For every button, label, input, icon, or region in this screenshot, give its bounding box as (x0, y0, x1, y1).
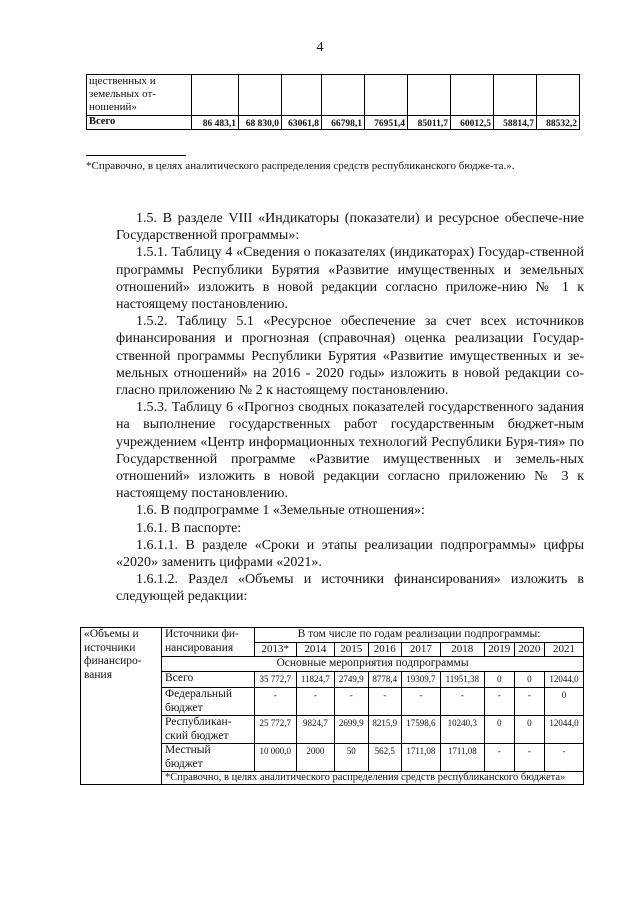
year-cell: 2019 (484, 642, 514, 657)
top-total-cell: 85011,7 (408, 116, 451, 130)
paragraph: 1.5. В разделе VIII «Индикаторы (показатели) и ресурсное обеспече-ние Государственной программы»: (116, 211, 584, 244)
value-cell: 0 (484, 716, 514, 744)
year-cell: 2013* (255, 642, 297, 657)
value-cell: 19309,7 (401, 671, 440, 688)
year-cell: 2021 (544, 642, 583, 657)
value-cell: 0 (514, 716, 544, 744)
top-total-cell: 86 483,1 (192, 116, 239, 130)
row-name: Республикан-ский бюджет (162, 716, 255, 744)
table-note: *Справочно, в целях аналитического распределения средств республиканского бюджета» (162, 772, 584, 785)
top-total-cell: 66798,1 (322, 116, 365, 130)
year-cell: 2016 (368, 642, 401, 657)
year-cell: 2018 (440, 642, 484, 657)
value-cell: 8215,9 (368, 716, 401, 744)
value-cell: 12044,0 (544, 716, 583, 744)
value-cell: 2000 (296, 744, 334, 772)
value-cell: - (514, 744, 544, 772)
funding-table (80, 627, 584, 785)
year-cell: 2014 (296, 642, 334, 657)
row-name: Федеральный бюджет (162, 688, 255, 716)
value-cell: 12044,0 (544, 671, 583, 688)
paragraph: 1.5.1. Таблицу 4 «Сведения о показателях (индикаторах) Государ-ственной программы Республики Бурятия «Развитие имущественных и земельных отношений» изложить в новой редакции согласно приложе-нию № 1 к настоящему постановлению. (116, 245, 584, 313)
paragraph: 1.6.1.2. Раздел «Объемы и источники финансирования» изложить в следующей редакции: (116, 572, 584, 605)
paragraph: 1.6.1. В паспорте: (136, 520, 242, 536)
top-table (86, 74, 580, 130)
funding-table-col2-header: Источники фи-нансирования (162, 628, 255, 657)
paragraph: 1.5.3. Таблицу 6 «Прогноз сводных показателей государственного задания на выполнение государственных работ государственным бюджет-ным учреждением «Центр информационных технологий Республики Буря-тия» по Государственной программе «Развитие имущественных и земель-ных отношений» изложить в новой редакции согласно приложению № 3 к настоящему постановлению. (116, 400, 584, 502)
top-total-cell: 63061,8 (282, 116, 322, 130)
subheader: Основные мероприятия подпрограммы (162, 657, 584, 672)
value-cell: 562,5 (368, 744, 401, 772)
top-table-label: щественных и земельных от-ношений» (87, 75, 192, 116)
value-cell: 2699,9 (335, 716, 368, 744)
value-cell: - (255, 688, 297, 716)
value-cell: 1711,08 (440, 744, 484, 772)
row-name: Местный бюджет (162, 744, 255, 772)
value-cell: 10 000,0 (255, 744, 297, 772)
top-total-cell: 68 830,0 (239, 116, 282, 130)
footnote-divider (86, 155, 186, 156)
value-cell: 1711,08 (401, 744, 440, 772)
value-cell: - (335, 688, 368, 716)
value-cell: 11951,38 (440, 671, 484, 688)
value-cell: 2749,9 (335, 671, 368, 688)
top-total-cell: 58814,7 (494, 116, 537, 130)
value-cell: - (368, 688, 401, 716)
value-cell: - (440, 688, 484, 716)
top-total-cell: 88532,2 (537, 116, 580, 130)
value-cell: - (544, 744, 583, 772)
value-cell: - (401, 688, 440, 716)
value-cell: 11824,7 (296, 671, 334, 688)
value-cell: 9824,7 (296, 716, 334, 744)
year-cell: 2020 (514, 642, 544, 657)
value-cell: 25 772,7 (255, 716, 297, 744)
body-text (116, 210, 584, 606)
top-total-cell: 76951,4 (365, 116, 408, 130)
funding-table-col1: «Объемы и источники финансиро-вания (81, 628, 162, 785)
year-cell: 2015 (335, 642, 368, 657)
paragraph: 1.6.1.1. В разделе «Сроки и этапы реализации подпрограммы» цифры «2020» заменить цифрами «2021». (116, 537, 584, 571)
value-cell: 0 (544, 688, 583, 716)
value-cell: 8778,4 (368, 671, 401, 688)
value-cell: - (514, 688, 544, 716)
value-cell: 0 (484, 671, 514, 688)
footnote: *Справочно, в целях аналитического распределения средств республиканского бюдже-та.». (86, 160, 515, 172)
paragraph: 1.6. В подпрограмме 1 «Земельные отношения»: (136, 503, 425, 519)
page-number: 4 (316, 40, 324, 55)
value-cell: 35 772,7 (255, 671, 297, 688)
value-cell: 17598,6 (401, 716, 440, 744)
top-total-cell: 60012,5 (451, 116, 494, 130)
paragraph: 1.5.2. Таблицу 5.1 «Ресурсное обеспечение за счет всех источников финансирования и прогнозная (справочная) оценка реализации Государ-ственной программы Республики Бурятия «Развитие имущественных и зе-мельных отношений» на 2016 - 2020 годы» изложить в новой редакции со-гласно приложению № 2 к настоящему постановлению. (116, 314, 584, 399)
year-cell: 2017 (401, 642, 440, 657)
years-header: В том числе по годам реализации подпрограммы: (255, 628, 584, 643)
value-cell: 50 (335, 744, 368, 772)
value-cell: - (484, 688, 514, 716)
value-cell: 0 (514, 671, 544, 688)
value-cell: - (296, 688, 334, 716)
value-cell: 10240,3 (440, 716, 484, 744)
top-table-total-label: Всего (87, 116, 192, 130)
value-cell: - (484, 744, 514, 772)
row-name: Всего (162, 671, 255, 688)
